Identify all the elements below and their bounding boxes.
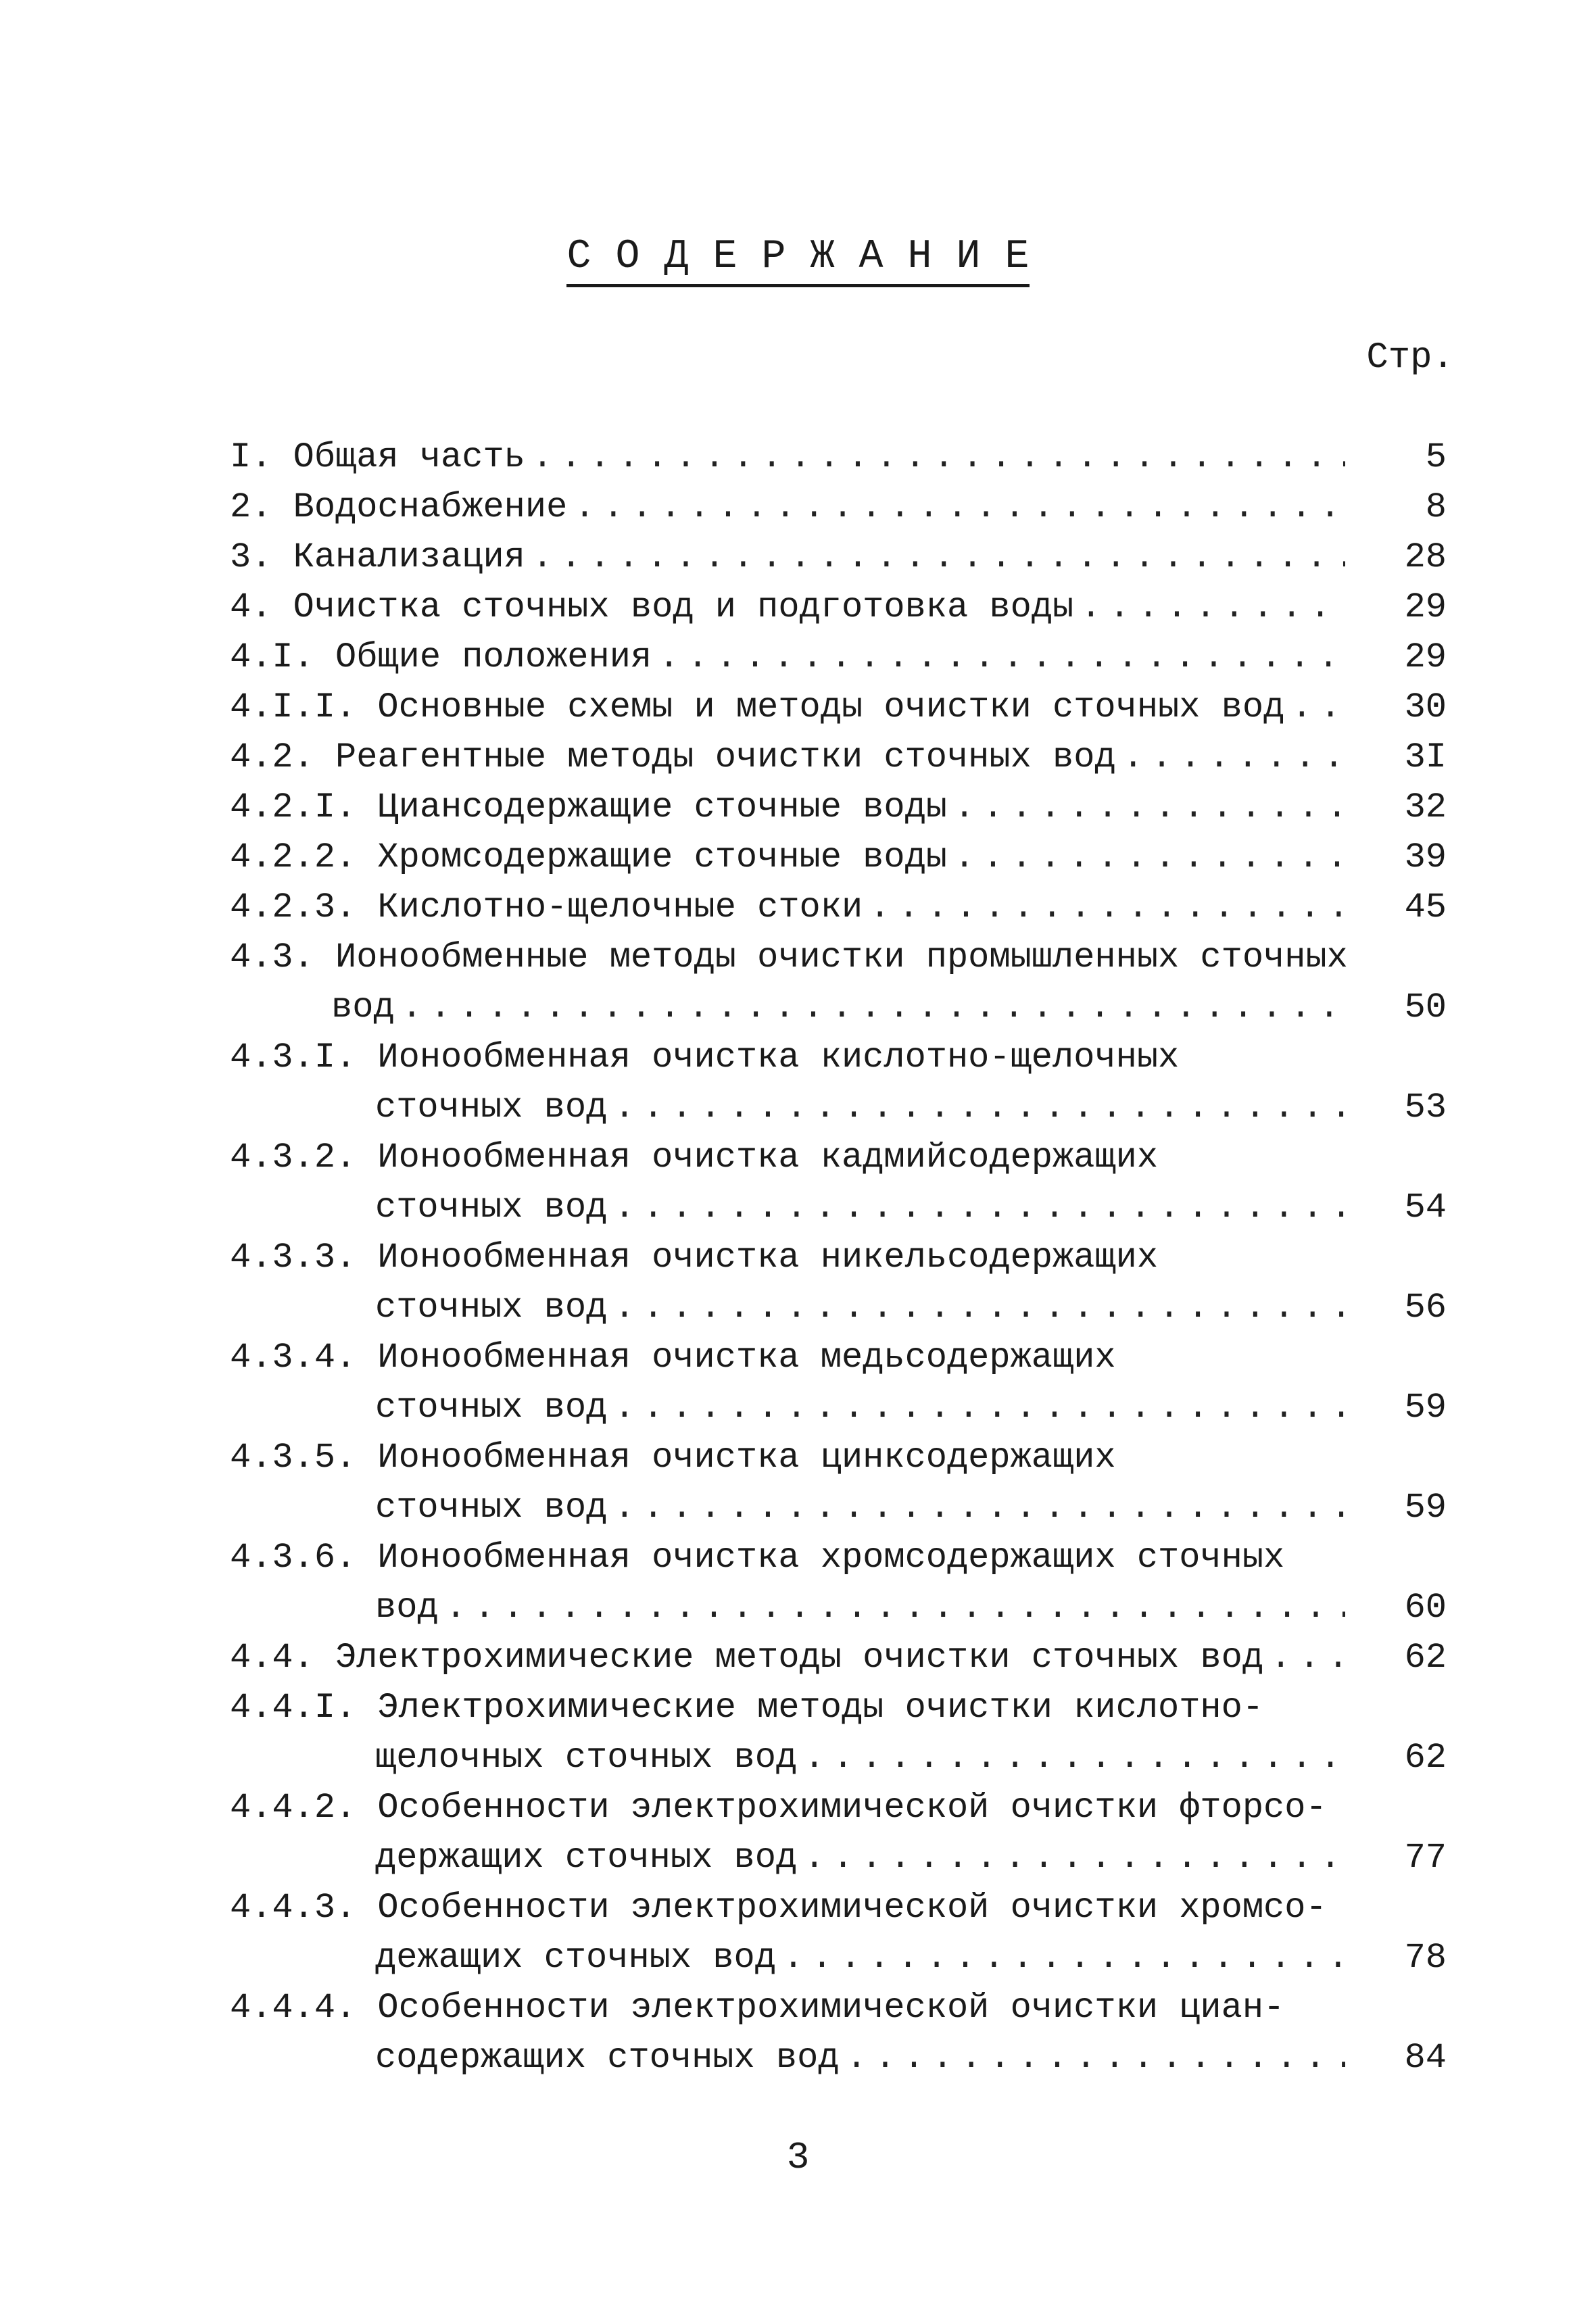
page-number: 77 [1404,1838,1447,1878]
toc-entry[interactable]: 4.4.3. Особенности электрохимической очистки хромсо- дежащих сточных вод . . . 78 [230,1883,1447,1983]
leader-dots [1263,1633,1345,1683]
toc-entry[interactable]: 4.2.3. Кислотно-щелочные стоки . . . 45 [230,883,1447,933]
page-number: 59 [1404,1488,1447,1528]
page-number: 3I [1404,737,1447,777]
leader-dots [607,1383,1345,1433]
toc-entry[interactable]: 4.4.2. Особенности электрохимической очистки фторсо- держащих сточных вод . . . 77 [230,1783,1447,1883]
leader-dots [1284,683,1345,733]
table-of-contents [230,433,1447,2083]
leader-dots [607,1483,1345,1533]
toc-entry[interactable]: 4.3.3. Ионообменная очистка никельсодержащих сточных вод . . . 56 [230,1233,1447,1333]
leader-dots [1073,583,1345,633]
toc-entry[interactable]: 4.3.4. Ионообменная очистка медьсодержащих сточных вод . . . 59 [230,1333,1447,1433]
toc-entry[interactable]: 3. Канализация . . . 28 [230,533,1447,583]
page-number: 78 [1404,1938,1447,1978]
page-number: 30 [1404,687,1447,727]
toc-entry[interactable]: 4.I.I. Основные схемы и методы очистки сточных вод . . . 30 [230,683,1447,733]
leader-dots [525,533,1345,583]
leader-dots [797,1833,1345,1883]
leader-dots [525,433,1345,483]
page-number: 60 [1404,1588,1447,1628]
leader-dots [947,833,1345,883]
leader-dots [797,1733,1345,1783]
page-title: С О Д Е Р Ж А Н И Е [0,230,1596,284]
toc-entry[interactable]: 4.3.5. Ионообменная очистка цинксодержащих сточных вод . . . 59 [230,1433,1447,1533]
toc-entry[interactable]: 4.4.4. Особенности электрохимической очистки циан- содержащих сточных вод . . . 84 [230,1983,1447,2083]
page-number: 32 [1404,787,1447,827]
leader-dots [863,883,1345,933]
page-column-label: Стр. [1366,337,1454,379]
toc-entry[interactable]: I. Общая часть . . . 5 [230,433,1447,483]
leader-dots [652,633,1345,683]
page-number: 84 [1404,2038,1447,2078]
page-number: 62 [1404,1738,1447,1778]
page-number: 39 [1404,837,1447,877]
page-number: 50 [1404,988,1447,1027]
page-footer-number: 3 [786,2136,810,2179]
page-number: 62 [1404,1638,1447,1678]
toc-entry[interactable]: 4.I. Общие положения . . . 29 [230,633,1447,683]
page-number: 29 [1404,587,1447,627]
page-number: 53 [1404,1088,1447,1127]
leader-dots [395,983,1345,1033]
page-number: 56 [1404,1288,1447,1327]
leader-dots [776,1933,1345,1983]
page-number: 59 [1404,1388,1447,1428]
leader-dots [947,783,1345,833]
toc-entry[interactable]: 4.2.2. Хромсодержащие сточные воды . . . 39 [230,833,1447,883]
leader-dots [1116,733,1345,783]
leader-dots [607,1283,1345,1333]
toc-entry[interactable]: 4.2. Реагентные методы очистки сточных вод . . . 3I [230,733,1447,783]
toc-entry[interactable]: 4. Очистка сточных вод и подготовка воды . . . 29 [230,583,1447,633]
toc-entry[interactable]: 4.4.I. Электрохимические методы очистки кислотно- щелочных сточных вод . . . 62 [230,1683,1447,1783]
toc-entry[interactable]: 4.3. Ионообменные методы очистки промышленных сточных вод . . . 50 [230,933,1447,1033]
leader-dots [607,1083,1345,1133]
leader-dots [840,2033,1345,2083]
page-number: 29 [1404,637,1447,677]
page-number: 5 [1425,437,1447,477]
toc-entry[interactable]: 2. Водоснабжение . . . 8 [230,483,1447,533]
toc-entry[interactable]: 4.4. Электрохимические методы очистки сточных вод . . . 62 [230,1633,1447,1683]
leader-dots [607,1183,1345,1233]
leader-dots [567,483,1345,533]
toc-entry[interactable]: 4.3.I. Ионообменная очистка кислотно-щелочных сточных вод . . . 53 [230,1033,1447,1133]
leader-dots [439,1583,1345,1633]
toc-entry[interactable]: 4.3.6. Ионообменная очистка хромсодержащих сточных вод . . . 60 [230,1533,1447,1633]
page-number: 28 [1404,537,1447,577]
toc-entry[interactable]: 4.3.2. Ионообменная очистка кадмийсодержащих сточных вод . . . 54 [230,1133,1447,1233]
toc-entry[interactable]: 4.2.I. Циансодержащие сточные воды . . . 32 [230,783,1447,833]
page-number: 45 [1404,887,1447,927]
page-number: 54 [1404,1188,1447,1227]
page-number: 8 [1425,487,1447,527]
